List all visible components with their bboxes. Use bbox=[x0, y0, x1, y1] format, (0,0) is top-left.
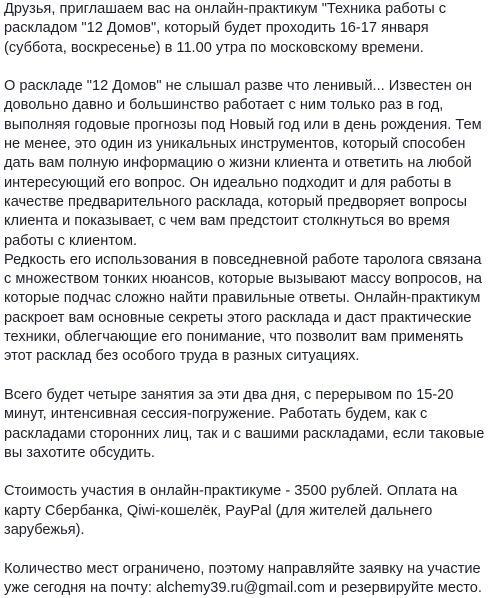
text-line: раскроет вам основные секреты этого расклада и даст практические bbox=[4, 309, 472, 326]
paragraph-spacer bbox=[4, 540, 493, 559]
text-line: с множеством тонких нюансов, которые вызывают массу вопросов, на bbox=[4, 271, 483, 288]
text-line: довольно давно и большинство работает с ним только раз в год, bbox=[4, 97, 444, 114]
text-line: которые подчас сложно найти правильные ответы. Онлайн-практикум bbox=[4, 290, 481, 307]
text-line: дать вам полную информацию о жизни клиента и ответить на любой bbox=[4, 155, 472, 172]
text-line: раскладом "12 Домов", который будет проходить 16-17 января bbox=[4, 20, 429, 37]
text-line: (суббота, воскресенье) в 11.00 утра по московскому времени. bbox=[4, 39, 424, 56]
paragraph-about bbox=[4, 77, 493, 366]
email-link[interactable]: alchemy39.ru@gmail.com bbox=[155, 579, 325, 596]
paragraph-spacer bbox=[4, 58, 493, 77]
text-line: работы с клиентом. bbox=[4, 232, 138, 249]
text-line: этот расклад без особого труда в разных ситуациях. bbox=[4, 348, 360, 365]
text-line: Количество мест ограничено, поэтому направляйте заявку на участие bbox=[4, 560, 481, 577]
text-line: не менее, это один из уникальных инструментов, который способен bbox=[4, 136, 466, 153]
text-line: минут, интенсивная сессия-погружение. Работать будем, как с bbox=[4, 406, 428, 423]
text-line: интересующий его вопрос. Он идеально подходит и для работы в bbox=[4, 174, 452, 191]
text-line: вы захотите обсудить. bbox=[4, 444, 155, 461]
paragraph-schedule bbox=[4, 386, 493, 463]
text-line: Друзья, приглашаем вас на онлайн-практикум "Техника работы с bbox=[4, 1, 447, 17]
text-line: техники, облегчающие его понимание, что позволит вам применять bbox=[4, 329, 464, 346]
paragraph-spacer bbox=[4, 463, 493, 482]
paragraph-contact bbox=[4, 560, 493, 598]
post-body bbox=[4, 0, 493, 598]
paragraph-spacer bbox=[4, 367, 493, 386]
text-line: зарубежья). bbox=[4, 522, 85, 539]
text-fragment: уже сегодня на почту: bbox=[4, 579, 156, 596]
text-line: раскладами сторонних лиц, так и с вашими раскладами, если таковые bbox=[4, 425, 485, 442]
text-line: выполняя годовые прогнозы под Новый год или в день рождения. Тем bbox=[4, 116, 482, 133]
text-line: качестве предварительного расклада, который предворяет вопросы bbox=[4, 193, 468, 210]
text-line: О раскладе "12 Домов" не слышал разве что ленивый... Известен он bbox=[4, 78, 472, 95]
paragraph-intro bbox=[4, 0, 493, 58]
text-line: Стоимость участия в онлайн-практикуме - 3500 рублей. Оплата на bbox=[4, 483, 458, 500]
text-line: Всего будет четыре занятия за эти два дня, с перерывом по 15-20 bbox=[4, 386, 454, 403]
text-line: Редкость его использования в повседневной работе таролога связана bbox=[4, 251, 482, 268]
paragraph-price bbox=[4, 482, 493, 540]
text-fragment: и резервируйте место. bbox=[324, 579, 482, 596]
text-line: клиента и показывает, с чем вам предстоит столкнуться во время bbox=[4, 213, 450, 230]
text-line: карту Сбербанка, Qiwi-кошелёк, PayPal (для жителей дальнего bbox=[4, 502, 433, 519]
